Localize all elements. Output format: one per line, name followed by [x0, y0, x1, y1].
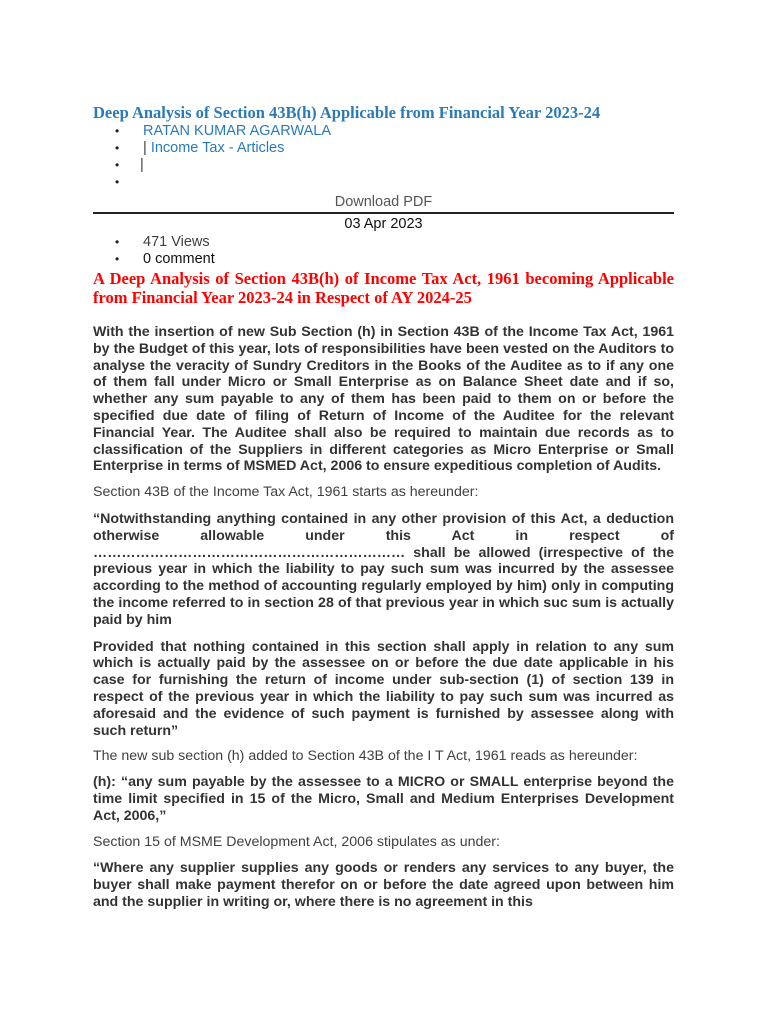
views-label: 471 Views: [143, 234, 210, 250]
paragraph-section-15-intro: Section 15 of MSME Development Act, 2006 stipulates as under:: [93, 833, 500, 850]
meta-category-item: [93, 140, 674, 157]
comment-link[interactable]: 0 comment: [143, 251, 215, 267]
meta-list: [93, 123, 674, 191]
author-link[interactable]: RATAN KUMAR AGARWALA: [143, 123, 331, 139]
paragraph-intro: With the insertion of new Sub Section (h) in Section 43B of the Income Tax Act, 1961 by the Budget of this year, lots of responsibilities have been vested on the Auditors to analyse the veracity of Sundry Creditors in the Books of the Auditee as to if any one of them fall under Micro or Small Enterprise as on Balance Sheet date and if so, whether any sum payable to any of them has been paid to them on or before the specified due date of filing of Return of Income of the Auditee for the relevant Financial Year. The Auditee shall also be required to maintain due records as to classification of the Suppliers in different categories as Micro Enterprise or Small Enterprise in terms of MSMED Act, 2006 to ensure expeditious completion of Audits.: [93, 324, 674, 475]
paragraph-subsection-h-intro: The new sub section (h) added to Section 43B of the I T Act, 1961 reads as hereunder:: [93, 748, 638, 765]
paragraph-proviso: Provided that nothing contained in this section shall apply in relation to any sum which is actually paid by the assessee on or before the due date applicable in his case for furnishing the return of income under sub-section (1) of section 139 in respect of the previous year in which the liability to pay such sum was incurred as aforesaid and the evidence of such payment is furnished by assessee along with such return”: [93, 638, 674, 739]
stats-list: [93, 234, 674, 268]
pipe-separator: |: [143, 140, 147, 156]
meta-empty-item: [93, 174, 674, 191]
views-count: [93, 234, 674, 251]
comment-count: [93, 251, 674, 268]
paragraph-section-15-quote: “Where any supplier supplies any goods or renders any services to any buyer, the buyer shall make payment therefor on or before the date agreed upon between him and the supplier in writing or, where there is no agreement in this: [93, 860, 674, 910]
download-pdf-link[interactable]: Download PDF: [93, 194, 674, 214]
meta-author-item: [93, 123, 674, 140]
category-link-income-tax[interactable]: Income Tax: [150, 140, 225, 156]
paragraph-section-43b-quote: “Notwithstanding anything contained in any other provision of this Act, a deduction otherwise allowable under this Act in respect of ………………………………………………………… shall be allowed (irrespective of the previous year in which the liability to pay such sum was incurred by the assessee according to the method of accounting regularly employed by him) only in computing the income referred to in section 28 of that previous year in which suc sum is actually paid by him: [93, 510, 674, 628]
page-title: Deep Analysis of Section 43B(h) Applicable from Financial Year 2023-24: [93, 103, 601, 122]
pipe-separator: |: [140, 157, 144, 173]
publish-date: 03 Apr 2023: [344, 216, 423, 232]
article-heading: A Deep Analysis of Section 43B(h) of Income Tax Act, 1961 becoming Applicable from Financial Year 2023-24 in Respect of AY 2024-25: [93, 269, 674, 307]
meta-pipe-item: [93, 157, 674, 174]
paragraph-subsection-h-quote: (h): “any sum payable by the assessee to a MICRO or SMALL enterprise beyond the time limit specified in 15 of the Micro, Small and Medium Enterprises Development Act, 2006,”: [93, 774, 674, 824]
paragraph-section-43b-intro: Section 43B of the Income Tax Act, 1961 starts as hereunder:: [93, 484, 479, 501]
category-link-articles[interactable]: Articles: [236, 140, 285, 156]
category-separator: -: [228, 140, 234, 156]
